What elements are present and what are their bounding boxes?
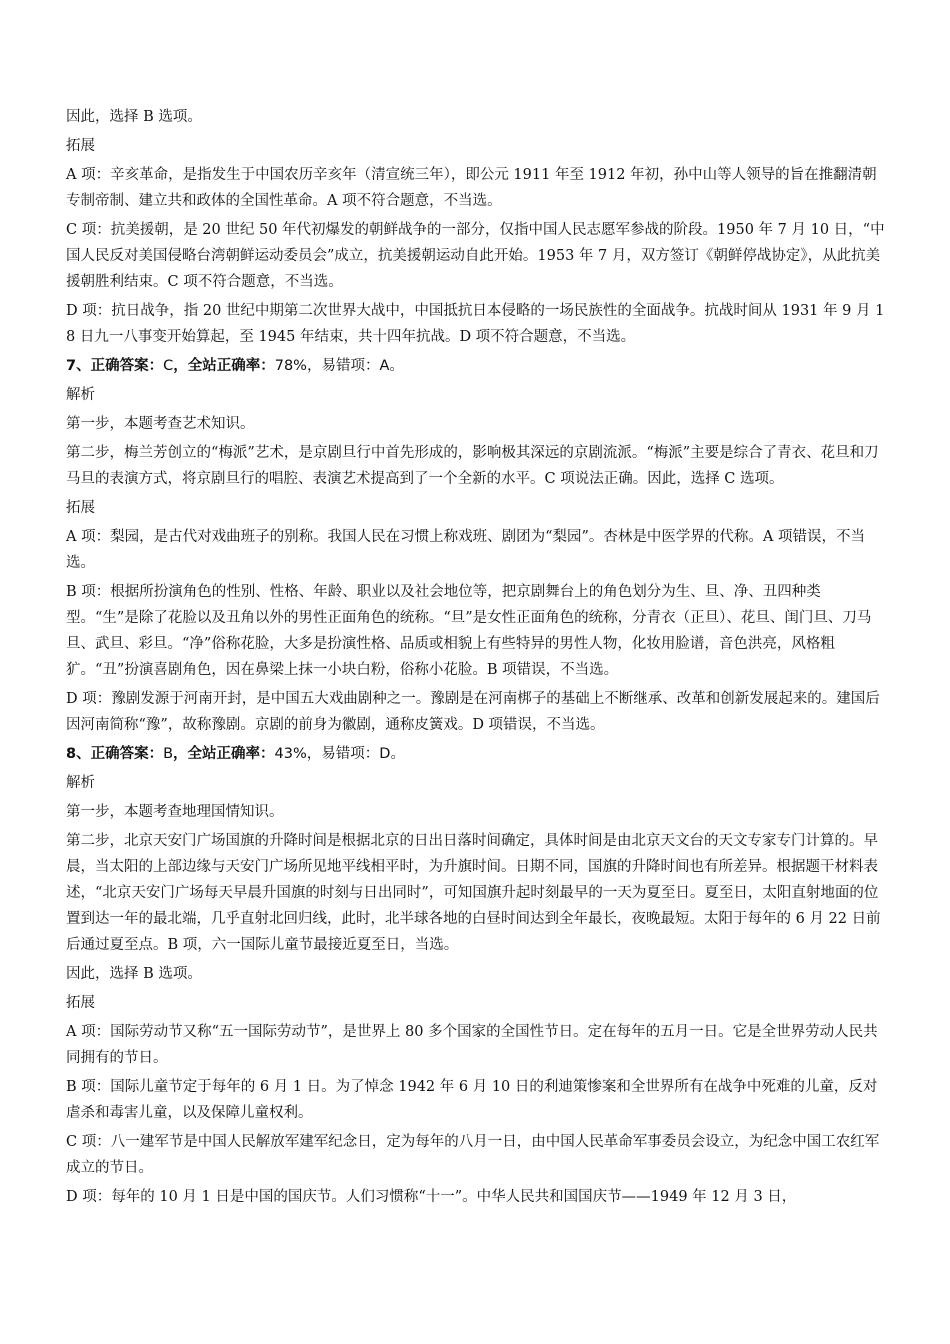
q7-analysis-label: 解析 <box>66 387 95 403</box>
q7-step1: 第一步，本题考查艺术知识。 <box>66 416 255 432</box>
q8-rate-value: 43% <box>274 746 307 762</box>
q7-expand-label: 拓展 <box>66 500 95 516</box>
q7-mistake: ，易错项：A。 <box>306 358 404 374</box>
q8-option-c: C 项：八一建军节是中国人民解放军建军纪念日，定为每年的八月一日，由中国人民革命军事委员会设立，为纪念中国工农红军成立的节日。 <box>66 1134 880 1176</box>
q8-rate-label: ，全站正确率： <box>173 746 275 762</box>
q6-option-d: D 项：抗日战争，指 20 世纪中期第二次世界大战中，中国抵抗日本侵略的一场民族性的全面战争。抗战时间从 1931 年 9 月 18 日九一八事变开始算起，至 1945 年结束，共十四年抗战。D 项不符合题意，不当选。 <box>66 303 885 345</box>
q8-option-a: A 项：国际劳动节又称“五一国际劳动节”，是世界上 80 多个国家的全国性节日。定在每年的五月一日。它是全世界劳动人民共同拥有的节日。 <box>66 1024 878 1066</box>
q8-label: 8、正确答案： <box>66 746 164 762</box>
q8-analysis-label: 解析 <box>66 775 95 791</box>
q8-answer-line <box>66 741 890 767</box>
q7-option-b: B 项：根据所扮演角色的性别、性格、年龄、职业以及社会地位等，把京剧舞台上的角色划分为生、旦、净、丑四种类型。“生”是除了花脸以及丑角以外的男性正面角色的统称。“旦”是女性正面角色的统称，分青衣（正旦）、花旦、闺门旦、刀马旦、武旦、彩旦。“净”俗称花脸，大多是扮演性格、品质或相貌上有些特异的男性人物，化妆用脸谱，音色洪亮，风格粗犷。“丑”扮演喜剧角色，因在鼻梁上抹一小块白粉，俗称小花脸。B 项错误，不当选。 <box>66 584 872 678</box>
q8-step1: 第一步，本题考查地理国情知识。 <box>66 804 284 820</box>
q8-step2: 第二步，北京天安门广场国旗的升降时间是根据北京的日出日落时间确定，具体时间是由北京天文台的天文专家专门计算的。早晨，当太阳的上部边缘与天安门广场所见地平线相平时，为升旗时间。日期不同，国旗的升降时间也有所差异。根据题干材料表述，“北京天安门广场每天早晨升国旗的时刻与日出同时”，可知国旗升起时刻最早的一天为夏至日。夏至日，太阳直射地面的位置到达一年的最北端，几乎直射北回归线，此时，北半球各地的白昼时间达到全年最长，夜晚最短。太阳于每年的 6 月 22 日前后通过夏至点。B 项，六一国际儿童节最接近夏至日，当选。 <box>66 833 881 953</box>
q7-label: 7、正确答案： <box>66 358 164 374</box>
q8-option-b: B 项：国际儿童节定于每年的 6 月 1 日。为了悼念 1942 年 6 月 10 日的利迪策惨案和全世界所有在战争中死难的儿童，反对虐杀和毒害儿童，以及保障儿童权利。 <box>66 1079 878 1121</box>
q8-mistake: ，易错项：D。 <box>306 746 405 762</box>
q6-expand-label: 拓展 <box>66 138 95 154</box>
q8-answer: B <box>163 746 174 762</box>
q7-option-a: A 项：梨园，是古代对戏曲班子的别称。我国人民在习惯上称戏班、剧团为“梨园”。杏林是中医学界的代称。A 项错误，不当选。 <box>66 529 865 571</box>
q7-answer: C <box>163 358 174 374</box>
q7-rate-value: 78% <box>274 358 307 374</box>
q7-option-d: D 项：豫剧发源于河南开封，是中国五大戏曲剧种之一。豫剧是在河南梆子的基础上不断继承、改革和创新发展起来的。建国后因河南简称“豫”，故称豫剧。京剧的前身为徽剧，通称皮簧戏。D 项错误，不当选。 <box>66 691 880 733</box>
q6-option-c: C 项：抗美援朝，是 20 世纪 50 年代初爆发的朝鲜战争的一部分，仅指中国人民志愿军参战的阶段。1950 年 7 月 10 日，“中国人民反对美国侵略台湾朝鲜运动委员会”成立，抗美援朝运动自此开始。1953 年 7 月，双方签订《朝鲜停战协定》，从此抗美援朝胜利结束。C 项不符合题意，不当选。 <box>66 222 885 290</box>
q7-rate-label: ，全站正确率： <box>173 358 275 374</box>
q6-option-a: A 项：辛亥革命，是指发生于中国农历辛亥年（清宣统三年），即公元 1911 年至 1912 年初，孙中山等人领导的旨在推翻清朝专制帝制、建立共和政体的全国性革命。A 项不符合题意，不当选。 <box>66 167 877 209</box>
q8-option-d: D 项：每年的 10 月 1 日是中国的国庆节。人们习惯称“十一”。中华人民共和国国庆节——1949 年 12 月 3 日， <box>66 1189 797 1205</box>
q8-expand-label: 拓展 <box>66 995 95 1011</box>
q6-conclusion: 因此，选择 B 选项。 <box>66 109 202 125</box>
q7-answer-line <box>66 353 890 379</box>
q7-step2: 第二步，梅兰芳创立的“梅派”艺术，是京剧旦行中首先形成的，影响极其深远的京剧流派。“梅派”主要是综合了青衣、花旦和刀马旦的表演方式，将京剧旦行的唱腔、表演艺术提高到了一个全新的水平。C 项说法正确。因此，选择 C 选项。 <box>66 445 879 487</box>
q8-conclusion: 因此，选择 B 选项。 <box>66 966 202 982</box>
